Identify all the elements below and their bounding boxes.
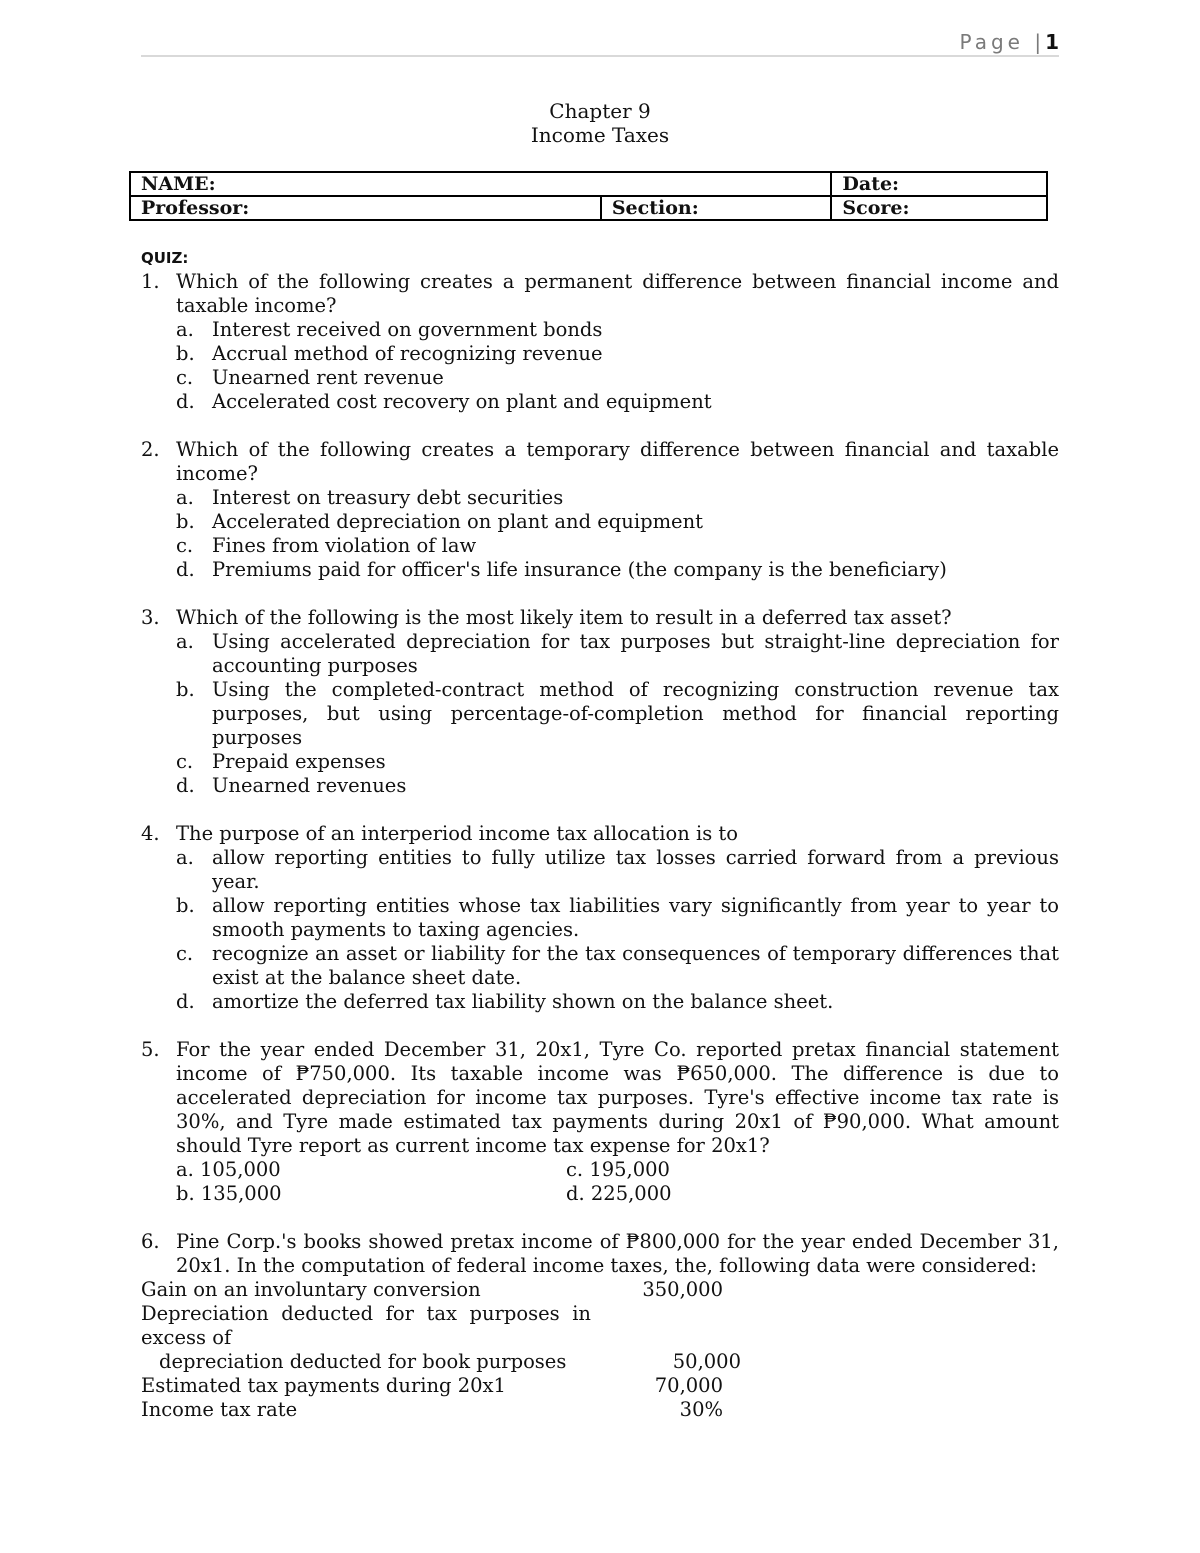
- option-text: recognize an asset or liability for the tax consequences of temporary differences that exist at the balance sheet date.: [212, 942, 1059, 989]
- data-label: Estimated tax payments during 20x1: [141, 1374, 506, 1397]
- data-label: Depreciation deducted for tax purposes in excess of: [141, 1302, 591, 1349]
- answer-choices: [176, 1182, 1059, 1206]
- option-letter: c.: [176, 534, 194, 557]
- data-value: [591, 1302, 723, 1350]
- option-text: Accrual method of recognizing revenue: [212, 342, 603, 365]
- option-letter: a.: [176, 318, 194, 341]
- choice-d: d. 225,000: [566, 1182, 672, 1205]
- choice-a: a. 105,000: [176, 1158, 281, 1181]
- quiz-label: QUIZ:: [141, 249, 189, 267]
- option-b: [176, 894, 1059, 942]
- question-3: [141, 606, 1059, 798]
- option-letter: a.: [176, 846, 194, 869]
- data-label: Income tax rate: [141, 1398, 298, 1421]
- data-label: Gain on an involuntary conversion: [141, 1278, 481, 1301]
- option-text: Interest received on government bonds: [212, 318, 603, 341]
- option-text: Unearned revenues: [212, 774, 407, 797]
- question-6-data: [141, 1278, 1059, 1422]
- question-stem: Which of the following creates a permanent difference between financial income and taxable income?: [176, 270, 1059, 317]
- option-letter: b.: [176, 342, 195, 365]
- question-number: 3.: [141, 606, 160, 629]
- option-c: [176, 534, 1059, 558]
- page-word: Page: [959, 30, 1024, 54]
- question-number: 5.: [141, 1038, 160, 1061]
- data-value: 30%: [679, 1398, 723, 1421]
- option-c: [176, 942, 1059, 990]
- option-text: Using the completed-contract method of recognizing construction revenue tax purposes, but using percentage-of-completion method for financial reporting purposes: [212, 678, 1059, 749]
- option-text: allow reporting entities to fully utilize tax losses carried forward from a previous year.: [212, 846, 1059, 893]
- data-row: [141, 1302, 1059, 1350]
- page-separator: |: [1034, 30, 1046, 54]
- header-rule: [141, 55, 1059, 57]
- question-number: 1.: [141, 270, 160, 293]
- option-letter: b.: [176, 678, 195, 701]
- option-text: Prepaid expenses: [212, 750, 386, 773]
- chapter-title: Chapter 9: [549, 99, 651, 123]
- question-number: 4.: [141, 822, 160, 845]
- option-text: allow reporting entities whose tax liabilities vary significantly from year to year to smooth payments to taxing agencies.: [212, 894, 1059, 941]
- option-a: [176, 318, 1059, 342]
- option-a: [176, 630, 1059, 678]
- date-field[interactable]: Date:: [831, 172, 1047, 196]
- question-stem: Pine Corp.'s books showed pretax income of ₱800,000 for the year ended December 31, 20x1. In the computation of federal income taxes, the, following data were considered:: [176, 1230, 1059, 1277]
- data-row: [141, 1350, 1059, 1374]
- option-text: Unearned rent revenue: [212, 366, 444, 389]
- choice-c: c. 195,000: [566, 1158, 670, 1181]
- option-letter: c.: [176, 366, 194, 389]
- section-field[interactable]: Section:: [601, 196, 832, 220]
- question-stem: For the year ended December 31, 20x1, Tyre Co. reported pretax financial statement income of ₱750,000. Its taxable income was ₱650,000. The difference is due to accelerated depreciation for income tax purposes. Tyre's effective income tax rate is 30%, and Tyre made estimated tax payments during 20x1 of ₱90,000. What amount should Tyre report as current income tax expense for 20x1?: [176, 1038, 1059, 1157]
- question-number: 6.: [141, 1230, 160, 1253]
- answer-choices: [176, 1158, 1059, 1182]
- data-value: 350,000: [642, 1278, 723, 1301]
- question-number: 2.: [141, 438, 160, 461]
- option-letter: d.: [176, 774, 195, 797]
- data-row: [141, 1278, 1059, 1302]
- option-text: Interest on treasury debt securities: [212, 486, 564, 509]
- question-5: [141, 1038, 1059, 1206]
- option-c: [176, 750, 1059, 774]
- option-c: [176, 366, 1059, 390]
- option-b: [176, 510, 1059, 534]
- option-d: [176, 990, 1059, 1014]
- option-b: [176, 678, 1059, 750]
- option-letter: a.: [176, 630, 194, 653]
- quiz-content: [141, 246, 1059, 1422]
- option-letter: b.: [176, 510, 195, 533]
- option-a: [176, 486, 1059, 510]
- option-letter: c.: [176, 942, 194, 965]
- option-d: [176, 558, 1059, 582]
- option-letter: c.: [176, 750, 194, 773]
- option-d: [176, 774, 1059, 798]
- student-info-table: [129, 171, 1048, 221]
- option-text: Using accelerated depreciation for tax purposes but straight-line depreciation for accounting purposes: [212, 630, 1059, 677]
- option-text: Accelerated depreciation on plant and equipment: [212, 510, 703, 533]
- name-field[interactable]: NAME:: [130, 172, 831, 196]
- option-letter: d.: [176, 390, 195, 413]
- data-row: [141, 1398, 1059, 1422]
- question-stem: The purpose of an interperiod income tax allocation is to: [176, 822, 738, 845]
- option-b: [176, 342, 1059, 366]
- option-letter: d.: [176, 558, 195, 581]
- option-text: Premiums paid for officer's life insurance (the company is the beneficiary): [212, 558, 947, 581]
- score-field[interactable]: Score:: [831, 196, 1047, 220]
- option-letter: d.: [176, 990, 195, 1013]
- page-number: 1: [1045, 30, 1059, 54]
- data-label: depreciation deducted for book purposes: [159, 1350, 567, 1373]
- option-letter: b.: [176, 894, 195, 917]
- page-header: [960, 30, 1059, 54]
- option-text: amortize the deferred tax liability shown on the balance sheet.: [212, 990, 834, 1013]
- question-4: [141, 822, 1059, 1014]
- question-6: [141, 1230, 1059, 1278]
- question-stem: Which of the following creates a temporary difference between financial and taxable income?: [176, 438, 1059, 485]
- choice-b: b. 135,000: [176, 1182, 282, 1205]
- question-stem: Which of the following is the most likely item to result in a deferred tax asset?: [176, 606, 952, 629]
- option-text: Accelerated cost recovery on plant and equipment: [212, 390, 712, 413]
- option-letter: a.: [176, 486, 194, 509]
- data-value: 50,000: [672, 1350, 741, 1373]
- option-text: Fines from violation of law: [212, 534, 477, 557]
- chapter-subtitle: Income Taxes: [530, 123, 670, 147]
- data-row: [141, 1374, 1059, 1398]
- question-1: [141, 270, 1059, 414]
- option-a: [176, 846, 1059, 894]
- data-value: 70,000: [654, 1374, 723, 1397]
- option-d: [176, 390, 1059, 414]
- question-2: [141, 438, 1059, 582]
- professor-field[interactable]: Professor:: [130, 196, 601, 220]
